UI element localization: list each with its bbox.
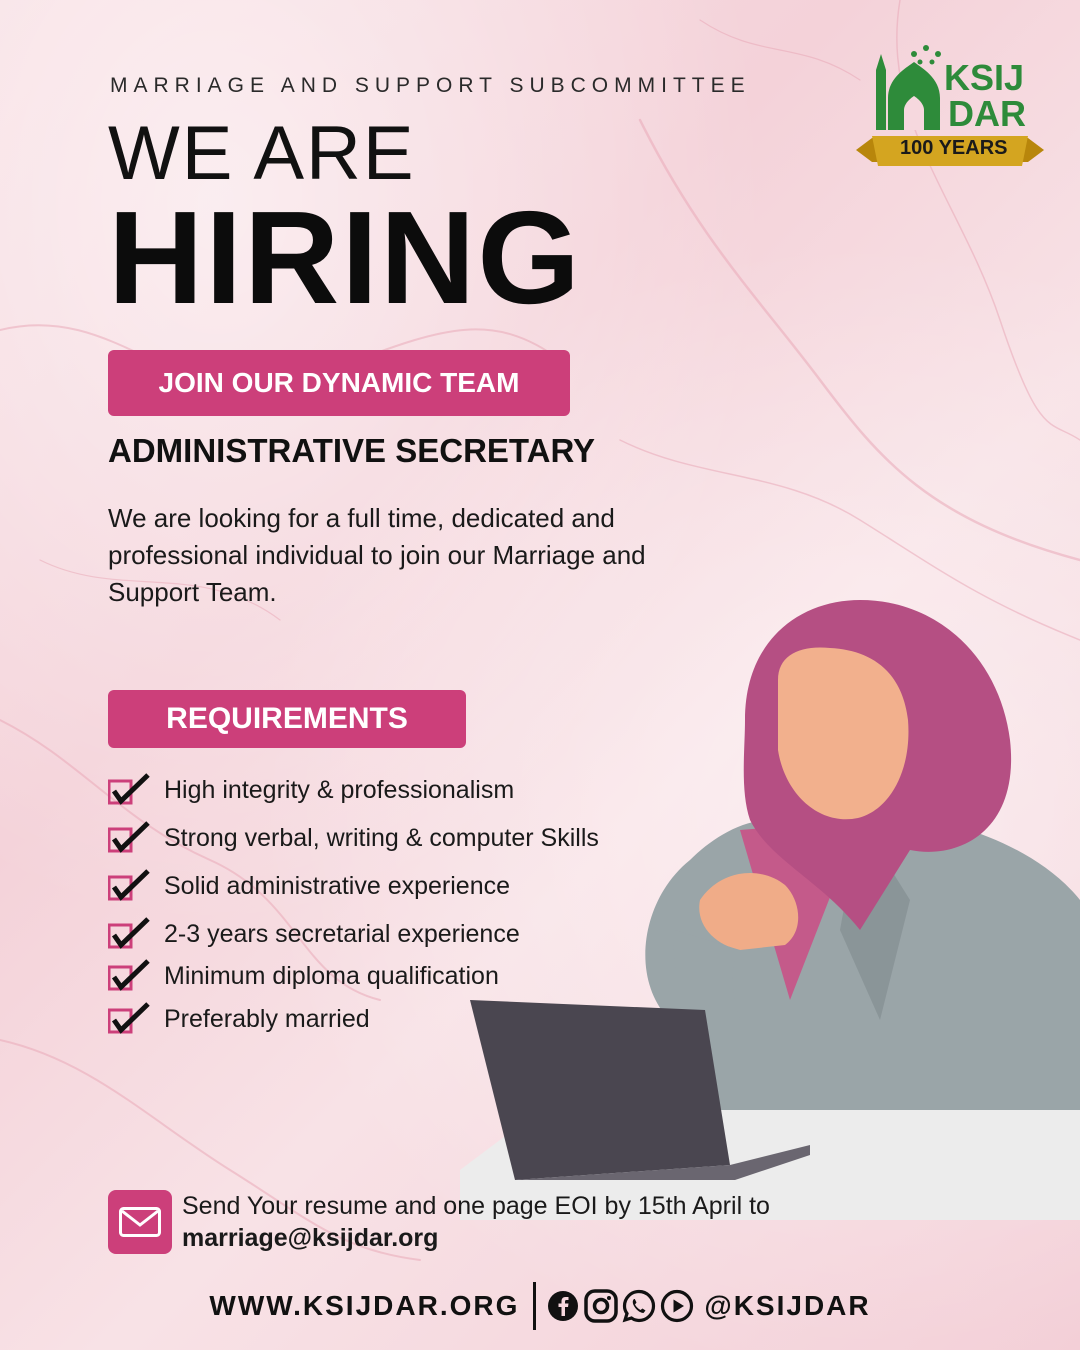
checkbox-check-icon <box>108 773 156 807</box>
website-link[interactable]: WWW.KSIJDAR.ORG <box>209 1290 520 1321</box>
social-icons <box>546 1289 694 1323</box>
headline-we-are: WE ARE <box>108 111 416 196</box>
footer-divider <box>533 1282 536 1330</box>
checkbox-check-icon <box>108 917 156 951</box>
requirement-text: Preferably married <box>164 1004 370 1033</box>
contact-email-link[interactable]: marriage@ksijdar.org <box>182 1224 439 1252</box>
youtube-icon[interactable] <box>660 1289 694 1323</box>
requirements-heading: REQUIREMENTS <box>166 702 408 735</box>
contact-section <box>108 1190 770 1254</box>
facebook-icon[interactable] <box>546 1289 580 1323</box>
contact-instruction: Send Your resume and one page EOI by 15th April to <box>182 1192 770 1220</box>
subcommittee-subtitle: MARRIAGE AND SUPPORT SUBCOMMITTEE <box>110 74 751 97</box>
checkbox-check-icon <box>108 821 156 855</box>
checkbox-check-icon <box>108 869 156 903</box>
job-title: ADMINISTRATIVE SECRETARY <box>108 432 596 469</box>
join-team-badge <box>108 350 570 416</box>
requirement-text: Strong verbal, writing & computer Skills <box>164 823 599 852</box>
logo-name-line2: DAR <box>948 93 1026 134</box>
logo-ribbon-text: 100 YEARS <box>900 137 1008 159</box>
join-team-label: JOIN OUR DYNAMIC TEAM <box>158 367 520 398</box>
requirement-text: Minimum diploma qualification <box>164 961 499 990</box>
requirement-text: Solid administrative experience <box>164 871 511 900</box>
instagram-icon[interactable] <box>584 1289 618 1323</box>
checkbox-check-icon <box>108 1002 156 1036</box>
laptop-screen <box>470 1000 730 1180</box>
requirement-item <box>108 999 370 1039</box>
ksij-dar-logo <box>852 40 1048 190</box>
woman-at-laptop-illustration <box>440 600 1080 1220</box>
face-shape <box>778 647 908 819</box>
headline-hiring: HIRING <box>108 184 582 331</box>
requirements-badge <box>108 690 466 748</box>
footer <box>0 1282 1080 1330</box>
envelope-icon <box>108 1190 172 1254</box>
job-description: We are looking for a full time, dedicated and professional individual to join our Marriage and Support Team. <box>108 503 646 607</box>
requirement-text: 2-3 years secretarial experience <box>164 919 520 948</box>
logo-name-line1: KSIJ <box>944 57 1025 98</box>
social-handle[interactable]: @KSIJDAR <box>704 1290 871 1321</box>
whatsapp-icon[interactable] <box>622 1289 656 1323</box>
requirement-text: High integrity & professionalism <box>164 775 515 804</box>
checkbox-check-icon <box>108 959 156 993</box>
